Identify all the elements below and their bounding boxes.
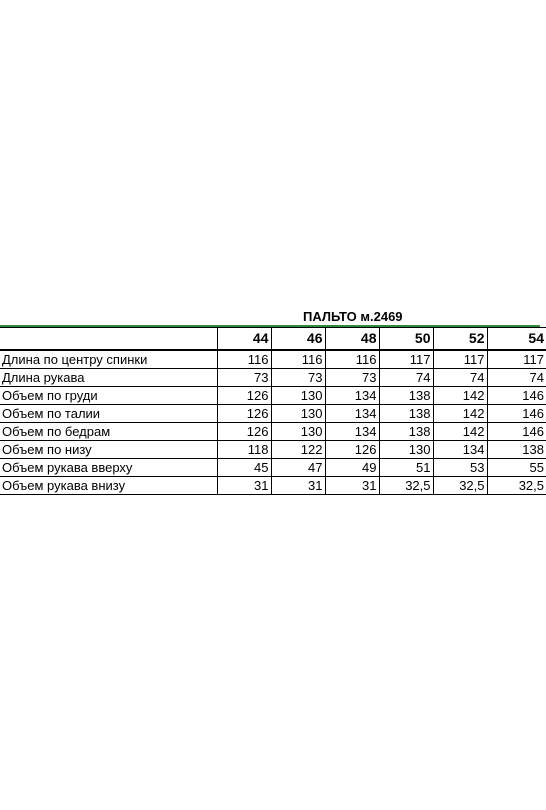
measurement-value: 118	[217, 441, 271, 459]
measurement-value: 32,5	[433, 477, 487, 495]
measurement-value: 134	[325, 423, 379, 441]
measurement-label: Длина по центру спинки	[0, 350, 217, 369]
measurement-value: 138	[379, 423, 433, 441]
table-row	[0, 441, 546, 459]
measurement-value: 53	[433, 459, 487, 477]
measurement-value: 130	[379, 441, 433, 459]
measurement-value: 146	[487, 405, 546, 423]
table-row	[0, 387, 546, 405]
measurement-label: Объем по бедрам	[0, 423, 217, 441]
measurement-value: 122	[271, 441, 325, 459]
measurement-value: 73	[325, 369, 379, 387]
measurement-value: 117	[433, 350, 487, 369]
table-row	[0, 423, 546, 441]
measurement-value: 74	[433, 369, 487, 387]
measurement-value: 117	[487, 350, 546, 369]
measurement-value: 45	[217, 459, 271, 477]
table-row	[0, 369, 546, 387]
size-header-cell: 54	[487, 328, 546, 351]
measurement-value: 31	[325, 477, 379, 495]
measurement-value: 138	[379, 405, 433, 423]
measurement-label: Объем рукава вверху	[0, 459, 217, 477]
measurement-value: 32,5	[487, 477, 546, 495]
measurement-value: 126	[217, 387, 271, 405]
measurement-label: Объем по груди	[0, 387, 217, 405]
table-row	[0, 405, 546, 423]
measurement-value: 32,5	[379, 477, 433, 495]
measurement-value: 146	[487, 423, 546, 441]
measurement-value: 130	[271, 387, 325, 405]
measurement-value: 138	[379, 387, 433, 405]
measurement-value: 134	[433, 441, 487, 459]
measurement-label: Объем по талии	[0, 405, 217, 423]
size-header-cell: 44	[217, 328, 271, 351]
measurement-value: 74	[487, 369, 546, 387]
measurement-value: 126	[217, 405, 271, 423]
measurement-value: 73	[271, 369, 325, 387]
table-row	[0, 477, 546, 495]
size-header-cell: 50	[379, 328, 433, 351]
measurement-value: 31	[217, 477, 271, 495]
measurement-value: 126	[217, 423, 271, 441]
measurement-value: 126	[325, 441, 379, 459]
measurement-value: 116	[217, 350, 271, 369]
measurement-value: 55	[487, 459, 546, 477]
measurement-value: 146	[487, 387, 546, 405]
size-chart-body	[0, 328, 546, 495]
measurement-value: 116	[271, 350, 325, 369]
measurement-label: Объем по низу	[0, 441, 217, 459]
measurement-value: 49	[325, 459, 379, 477]
size-chart-table	[0, 327, 546, 495]
size-header-cell: 52	[433, 328, 487, 351]
page-title: ПАЛЬТО м.2469	[303, 309, 403, 324]
measurement-value: 142	[433, 405, 487, 423]
measurement-value: 142	[433, 387, 487, 405]
header-empty-cell	[0, 328, 217, 351]
header-row	[0, 328, 546, 351]
measurement-value: 74	[379, 369, 433, 387]
measurement-value: 117	[379, 350, 433, 369]
table-row	[0, 350, 546, 369]
size-header-cell: 48	[325, 328, 379, 351]
measurement-value: 31	[271, 477, 325, 495]
measurement-label: Объем рукава внизу	[0, 477, 217, 495]
table-row	[0, 459, 546, 477]
measurement-value: 142	[433, 423, 487, 441]
measurement-value: 134	[325, 405, 379, 423]
measurement-value: 134	[325, 387, 379, 405]
size-header-cell: 46	[271, 328, 325, 351]
measurement-value: 47	[271, 459, 325, 477]
measurement-value: 130	[271, 423, 325, 441]
measurement-value: 73	[217, 369, 271, 387]
measurement-label: Длина рукава	[0, 369, 217, 387]
measurement-value: 51	[379, 459, 433, 477]
measurement-value: 138	[487, 441, 546, 459]
measurement-value: 130	[271, 405, 325, 423]
measurement-value: 116	[325, 350, 379, 369]
